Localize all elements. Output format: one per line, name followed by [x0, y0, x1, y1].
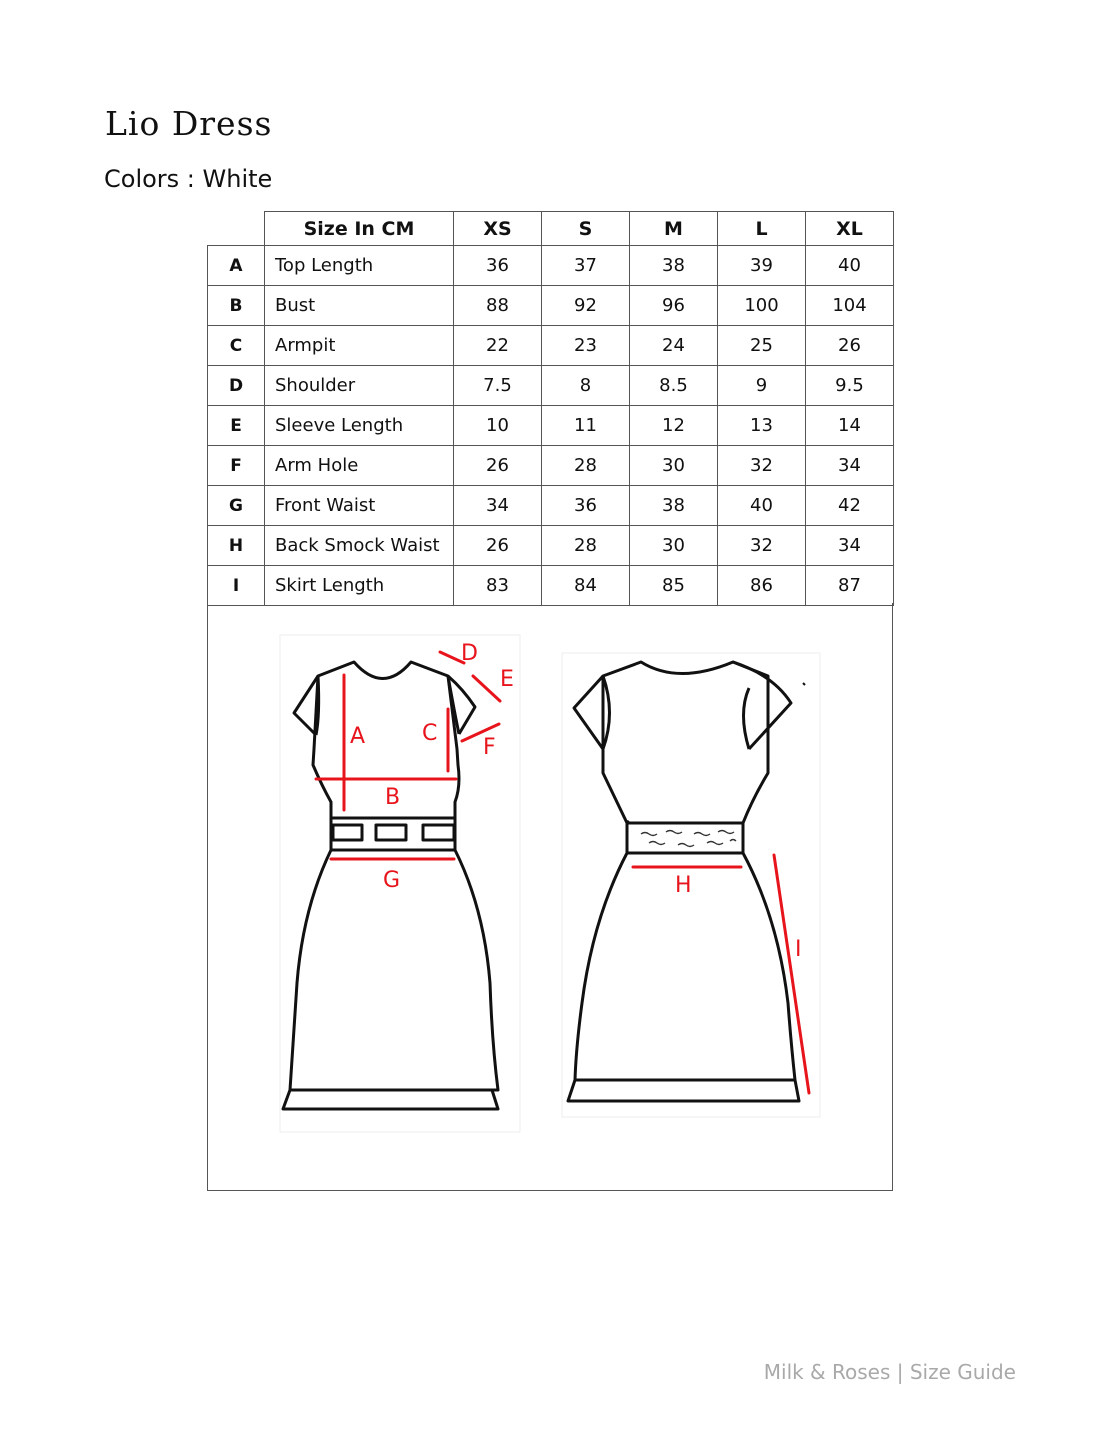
size-value-cell: 30 — [630, 446, 718, 486]
size-value-cell: 36 — [542, 486, 630, 526]
measure-label-d: D — [461, 641, 478, 666]
measurement-name: Bust — [265, 286, 454, 326]
size-value-cell: 24 — [630, 326, 718, 366]
table-header-row — [208, 212, 894, 246]
size-value-cell: 8.5 — [630, 366, 718, 406]
size-value-cell: 39 — [718, 246, 806, 286]
table-row — [208, 526, 894, 566]
size-value-cell: 37 — [542, 246, 630, 286]
measurement-name: Front Waist — [265, 486, 454, 526]
header-cell: XS — [454, 212, 542, 246]
size-value-cell: 83 — [454, 566, 542, 606]
size-value-cell: 87 — [806, 566, 894, 606]
header-cell: Size In CM — [265, 212, 454, 246]
row-letter: C — [208, 326, 265, 366]
measure-label-e: E — [500, 667, 514, 692]
table-row — [208, 566, 894, 606]
size-value-cell: 92 — [542, 286, 630, 326]
row-letter: B — [208, 286, 265, 326]
size-value-cell: 34 — [454, 486, 542, 526]
measure-label-i: I — [795, 937, 802, 962]
measurement-name: Arm Hole — [265, 446, 454, 486]
table-row — [208, 406, 894, 446]
size-value-cell: 8 — [542, 366, 630, 406]
size-value-cell: 32 — [718, 526, 806, 566]
colors-line: Colors : White — [104, 165, 273, 193]
measure-label-a: A — [350, 724, 366, 749]
size-value-cell: 86 — [718, 566, 806, 606]
header-cell: M — [630, 212, 718, 246]
size-value-cell: 34 — [806, 446, 894, 486]
measure-line-e — [473, 676, 500, 701]
size-value-cell: 40 — [718, 486, 806, 526]
size-value-cell: 38 — [630, 486, 718, 526]
measure-label-g: G — [383, 868, 401, 893]
table-row — [208, 286, 894, 326]
measurement-name: Top Length — [265, 246, 454, 286]
size-value-cell: 42 — [806, 486, 894, 526]
table-row — [208, 366, 894, 406]
table-row — [208, 326, 894, 366]
dress-diagram — [208, 603, 892, 1190]
row-letter: D — [208, 366, 265, 406]
row-letter: H — [208, 526, 265, 566]
size-value-cell: 34 — [806, 526, 894, 566]
size-table — [207, 211, 894, 606]
header-cell: XL — [806, 212, 894, 246]
size-value-cell: 9.5 — [806, 366, 894, 406]
size-value-cell: 32 — [718, 446, 806, 486]
table-row — [208, 446, 894, 486]
size-value-cell: 104 — [806, 286, 894, 326]
measurement-name: Sleeve Length — [265, 406, 454, 446]
table-row — [208, 486, 894, 526]
row-letter: E — [208, 406, 265, 446]
size-value-cell: 40 — [806, 246, 894, 286]
row-letter: I — [208, 566, 265, 606]
size-value-cell: 23 — [542, 326, 630, 366]
smock-texture — [641, 831, 736, 847]
size-value-cell: 14 — [806, 406, 894, 446]
row-letter: G — [208, 486, 265, 526]
size-value-cell: 11 — [542, 406, 630, 446]
measure-label-b: B — [385, 785, 401, 810]
size-value-cell: 36 — [454, 246, 542, 286]
size-value-cell: 26 — [806, 326, 894, 366]
size-value-cell: 84 — [542, 566, 630, 606]
size-value-cell: 13 — [718, 406, 806, 446]
header-blank-cell — [208, 212, 265, 246]
size-value-cell: 28 — [542, 446, 630, 486]
size-value-cell: 26 — [454, 446, 542, 486]
measure-label-c: C — [422, 721, 438, 746]
measurement-name: Skirt Length — [265, 566, 454, 606]
size-value-cell: 85 — [630, 566, 718, 606]
dress-diagram-panel — [207, 603, 893, 1191]
row-letter: F — [208, 446, 265, 486]
size-value-cell: 88 — [454, 286, 542, 326]
table-row — [208, 246, 894, 286]
measurement-name: Armpit — [265, 326, 454, 366]
size-value-cell: 100 — [718, 286, 806, 326]
size-value-cell: 22 — [454, 326, 542, 366]
measurement-name: Shoulder — [265, 366, 454, 406]
size-value-cell: 7.5 — [454, 366, 542, 406]
row-letter: A — [208, 246, 265, 286]
size-value-cell: 25 — [718, 326, 806, 366]
page-title: Lio Dress — [105, 104, 273, 143]
size-value-cell: 26 — [454, 526, 542, 566]
size-value-cell: 9 — [718, 366, 806, 406]
measure-label-f: F — [483, 735, 496, 760]
size-value-cell: 38 — [630, 246, 718, 286]
size-value-cell: 96 — [630, 286, 718, 326]
footer-brand: Milk & Roses | Size Guide — [763, 1360, 1016, 1384]
header-cell: S — [542, 212, 630, 246]
measurement-name: Back Smock Waist — [265, 526, 454, 566]
size-value-cell: 30 — [630, 526, 718, 566]
measure-label-h: H — [675, 873, 692, 898]
size-value-cell: 12 — [630, 406, 718, 446]
header-cell: L — [718, 212, 806, 246]
size-value-cell: 10 — [454, 406, 542, 446]
size-value-cell: 28 — [542, 526, 630, 566]
